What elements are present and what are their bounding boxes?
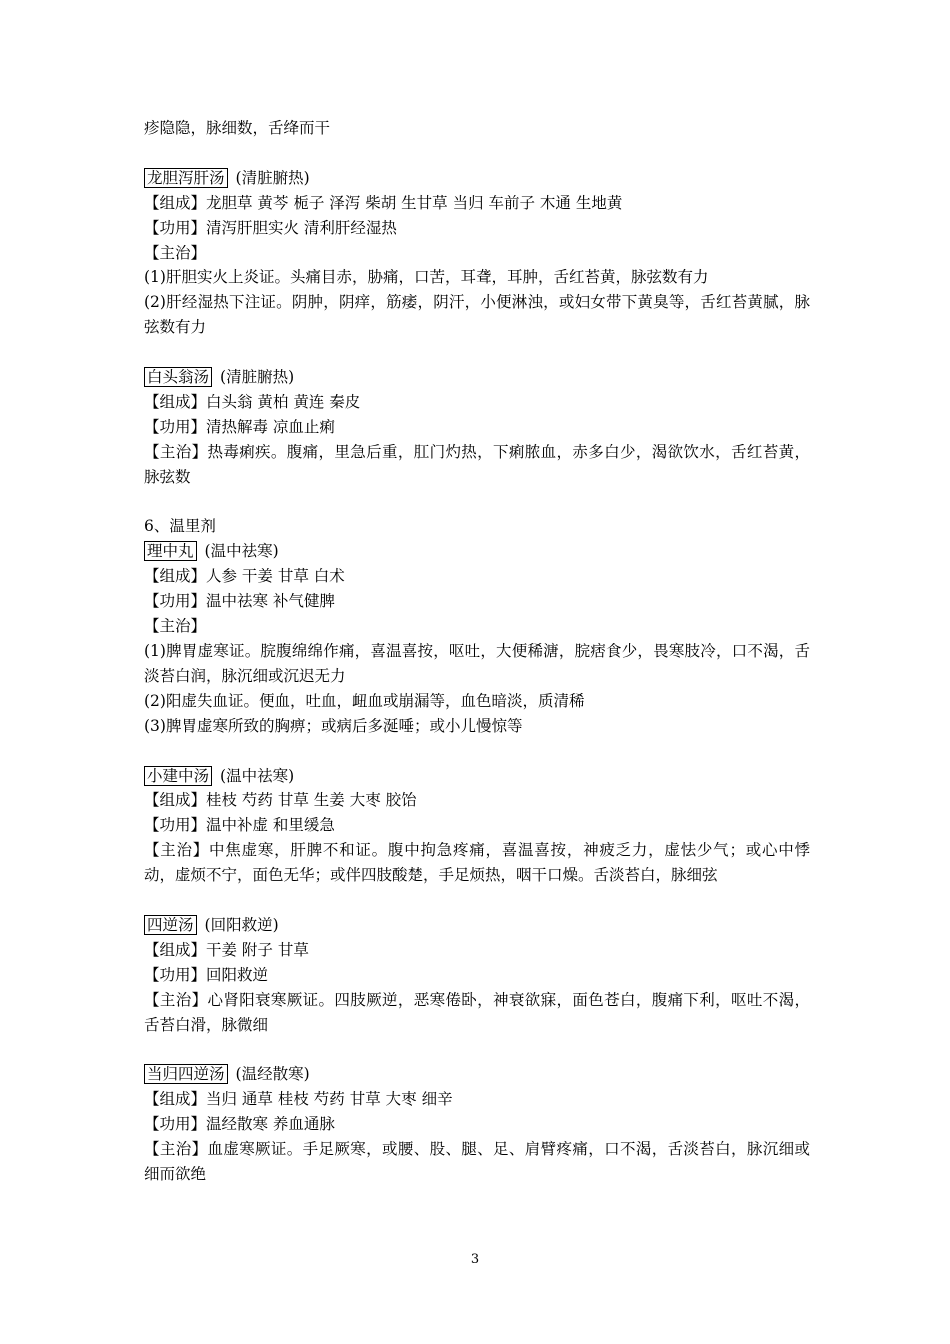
indication-item: (3)脾胃虚寒所致的胸痹；或病后多涎唾；或小儿慢惊等 xyxy=(144,716,523,735)
formula-category: (清脏腑热) xyxy=(235,168,310,187)
composition-line: 【组成】龙胆草 黄芩 栀子 泽泻 柴胡 生甘草 当归 车前子 木通 生地黄 xyxy=(144,193,623,212)
indication-item: (1)脾胃虚寒证。脘腹绵绵作痛，喜温喜按，呕吐，大便稀溏，脘痞食少，畏寒肢冷，口不渴，舌淡苔白润，脉沉细或沉迟无力 xyxy=(144,641,810,685)
indication-line: 【主治】热毒痢疾。腹痛，里急后重，肛门灼热，下痢脓血，赤多白少，渴欲饮水，舌红苔黄，脉弦数 xyxy=(144,442,810,486)
spacer xyxy=(144,888,810,913)
function-line: 【功用】回阳救逆 xyxy=(144,965,269,984)
formula-category: (清脏腑热) xyxy=(220,368,295,387)
spacer xyxy=(144,141,810,166)
document-body xyxy=(144,116,810,1187)
formula-name: 理中丸 xyxy=(144,541,197,561)
formula-name: 龙胆泻肝汤 xyxy=(144,168,228,188)
composition-line: 【组成】当归 通草 桂枝 芍药 甘草 大枣 细辛 xyxy=(144,1090,453,1109)
spacer xyxy=(144,739,810,764)
composition-line: 【组成】干姜 附子 甘草 xyxy=(144,940,309,959)
function-line: 【功用】清热解毒 凉血止痢 xyxy=(144,417,335,436)
formula-name: 白头翁汤 xyxy=(144,367,212,387)
function-line: 【功用】温中祛寒 补气健脾 xyxy=(144,592,335,611)
indication-item: (1)肝胆实火上炎证。头痛目赤，胁痛，口苦，耳聋，耳肿，舌红苔黄，脉弦数有力 xyxy=(144,268,709,287)
composition-line: 【组成】桂枝 芍药 甘草 生姜 大枣 胶饴 xyxy=(144,791,417,810)
formula-name: 当归四逆汤 xyxy=(144,1064,228,1084)
formula-name: 四逆汤 xyxy=(144,915,197,935)
indication-line: 【主治】心肾阳衰寒厥证。四肢厥逆，恶寒倦卧，神衰欲寐，面色苍白，腹痛下利，呕吐不渴，舌苔白滑，脉微细 xyxy=(144,990,810,1034)
function-line: 【功用】清泻肝胆实火 清利肝经湿热 xyxy=(144,218,397,237)
formula-category: (回阳救逆) xyxy=(204,915,279,934)
formula-heading xyxy=(144,1062,810,1087)
indication-item: (2)肝经湿热下注证。阴肿，阴痒，筋痿，阴汗，小便淋浊，或妇女带下黄臭等，舌红苔黄腻，脉弦数有力 xyxy=(144,293,810,337)
function-line: 【功用】温经散寒 养血通脉 xyxy=(144,1115,335,1134)
indication-item: (2)阳虚失血证。便血，吐血，衄血或崩漏等，血色暗淡，质清稀 xyxy=(144,691,585,710)
indication-heading: 【主治】 xyxy=(144,243,207,262)
formula-name: 小建中汤 xyxy=(144,766,212,786)
indication-line: 【主治】中焦虚寒，肝脾不和证。腹中拘急疼痛，喜温喜按，神疲乏力，虚怯少气；或心中悸动，虚烦不宁，面色无华；或伴四肢酸楚，手足烦热，咽干口燥。舌淡苔白，脉细弦 xyxy=(144,841,810,885)
formula-heading xyxy=(144,539,810,564)
spacer xyxy=(144,340,810,365)
formula-category: (温经散寒) xyxy=(235,1065,310,1084)
indication-heading: 【主治】 xyxy=(144,617,207,636)
page-number: 3 xyxy=(470,1252,480,1267)
formula-heading xyxy=(144,913,810,938)
section-title: 6、温里剂 xyxy=(144,517,216,536)
intro-line: 疹隐隐，脉细数，舌绛而干 xyxy=(144,119,331,137)
formula-heading xyxy=(144,764,810,789)
spacer xyxy=(144,490,810,515)
composition-line: 【组成】白头翁 黄柏 黄连 秦皮 xyxy=(144,392,361,411)
formula-category: (温中祛寒) xyxy=(204,542,279,561)
formula-heading xyxy=(144,166,810,191)
function-line: 【功用】温中补虚 和里缓急 xyxy=(144,816,335,835)
indication-line: 【主治】血虚寒厥证。手足厥寒，或腰、股、腿、足、肩臂疼痛，口不渴，舌淡苔白，脉沉细或细而欲绝 xyxy=(144,1140,810,1183)
spacer xyxy=(144,1037,810,1062)
composition-line: 【组成】人参 干姜 甘草 白术 xyxy=(144,567,345,586)
formula-category: (温中祛寒) xyxy=(220,766,295,785)
formula-heading xyxy=(144,365,810,390)
